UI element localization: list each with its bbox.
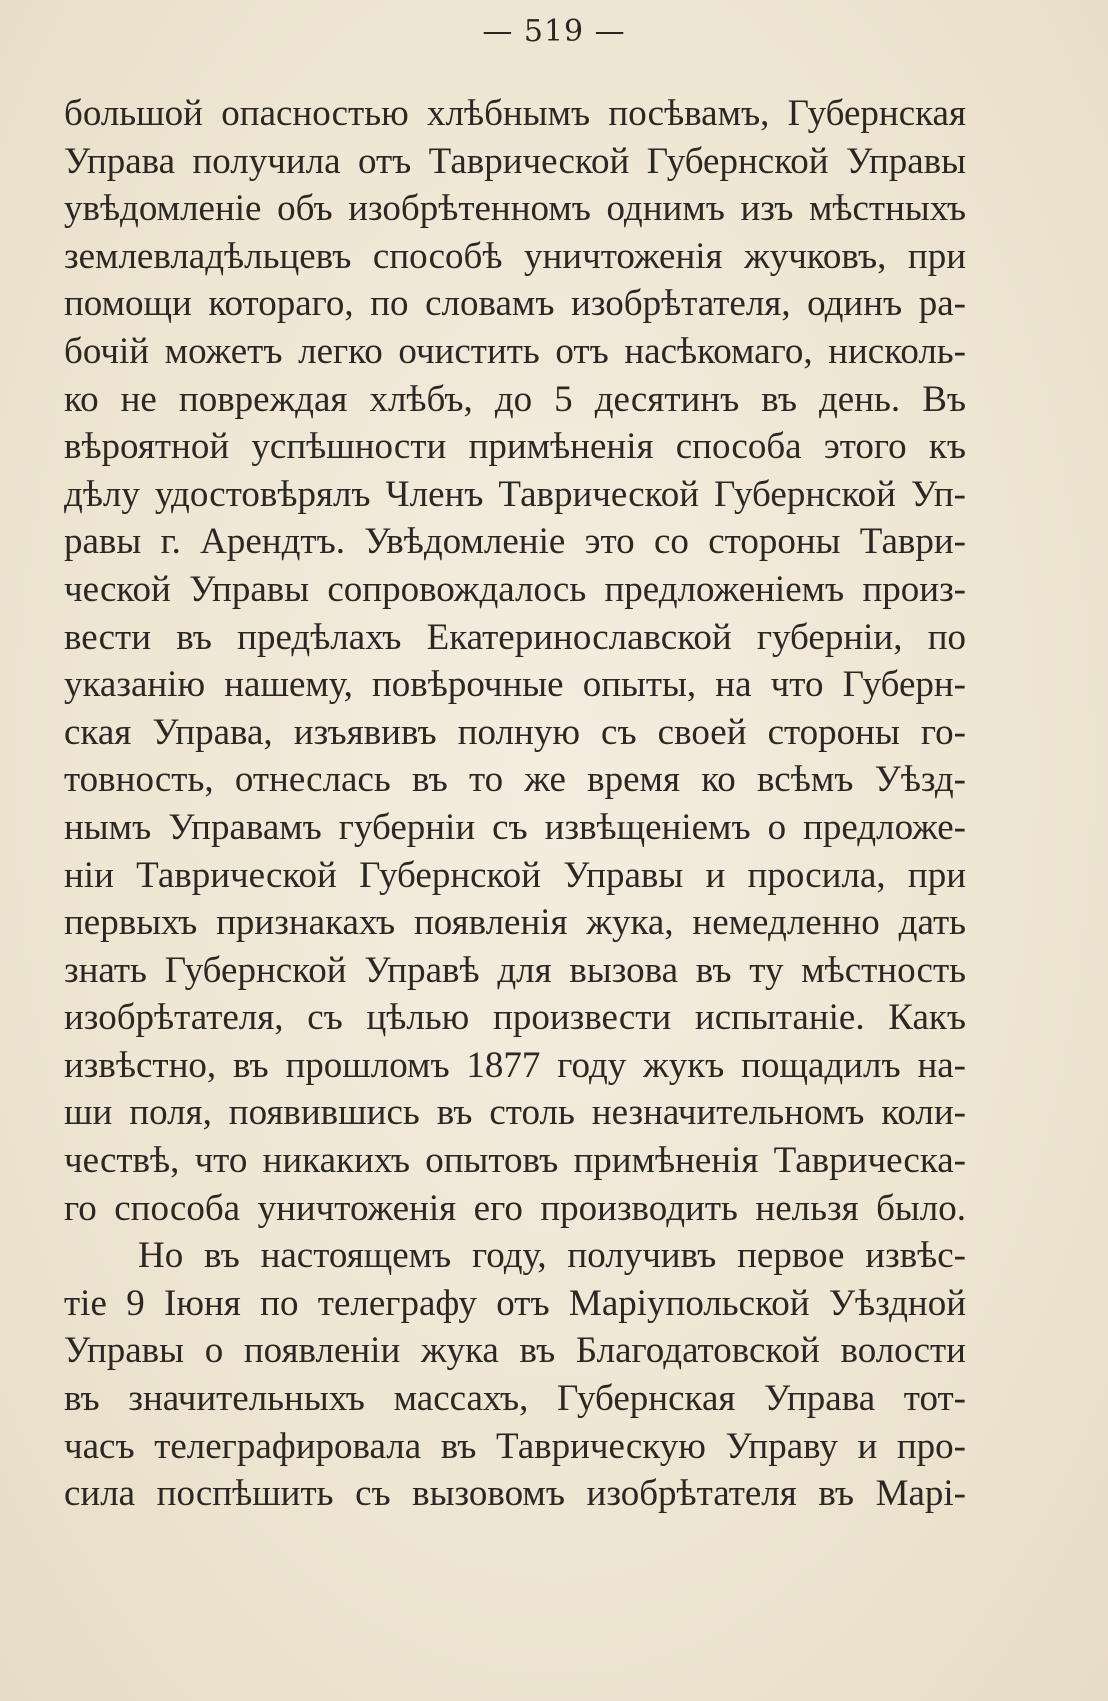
text-line: Управа получила отъ Таврической Губернской Управы <box>64 140 966 182</box>
text-line: Управы о появленіи жука въ Благодатовской волости <box>64 1330 966 1372</box>
text-line: го способа уничтоженія его производить нельзя было. <box>64 1187 966 1229</box>
text-line: землевладѣльцевъ способѣ уничтоженія жучковъ, при <box>64 235 966 277</box>
text-line: знать Губернской Управѣ для вызова въ ту мѣстность <box>64 949 966 991</box>
page-number: — 519 — <box>482 14 626 49</box>
text-line: въ значительныхъ массахъ, Губернская Управа тот- <box>64 1378 966 1420</box>
text-line: товность, отнеслась въ то же время ко всѣмъ Уѣзд- <box>64 759 966 801</box>
text-line: указанію нашему, повѣрочные опыты, на что Губерн- <box>64 664 966 706</box>
text-line: нымъ Управамъ губерніи съ извѣщеніемъ о предложе- <box>64 806 966 848</box>
text-line: увѣдомленіе объ изобрѣтенномъ однимъ изъ мѣстныхъ <box>64 188 966 230</box>
text-line: вѣроятной успѣшности примѣненія способа этого къ <box>64 426 966 468</box>
text-line: ко не повреждая хлѣбъ, до 5 десятинъ въ день. Въ <box>64 378 966 420</box>
text-line: дѣлу удостовѣрялъ Членъ Таврической Губернской Уп- <box>64 473 966 515</box>
text-line: ши поля, появившись въ столь незначительномъ коли- <box>64 1092 966 1134</box>
text-line: первыхъ признакахъ появленія жука, немедленно дать <box>64 902 966 944</box>
text-line: извѣстно, въ прошломъ 1877 году жукъ пощадилъ на- <box>64 1044 966 1086</box>
text-line: большой опасностью хлѣбнымъ посѣвамъ, Губернская <box>64 93 966 134</box>
text-line: ская Управа, изъявивъ полную съ своей стороны го- <box>64 711 966 753</box>
text-line: бочій можетъ легко очистить отъ насѣкомаго, нисколь- <box>64 330 966 372</box>
text-line: сила поспѣшить съ вызовомъ изобрѣтателя въ Марі- <box>64 1473 966 1515</box>
text-line: ческой Управы сопровождалось предложеніемъ произ- <box>64 568 966 610</box>
text-line: чествѣ, что никакихъ опытовъ примѣненія Таврическа- <box>64 1140 966 1182</box>
body-text <box>64 90 966 1518</box>
text-line: часъ телеграфировала въ Таврическую Управу и про- <box>64 1425 966 1467</box>
text-line: тіе 9 Іюня по телеграфу отъ Маріупольской Уѣздной <box>64 1282 966 1324</box>
text-line: изобрѣтателя, съ цѣлью произвести испытаніе. Какъ <box>64 997 966 1039</box>
text-line: помощи котораго, по словамъ изобрѣтателя, одинъ ра- <box>64 283 966 325</box>
paragraph-start-line: Но въ настоящемъ году, получивъ первое извѣс- <box>138 1235 966 1277</box>
text-line: вести въ предѣлахъ Екатеринославской губерніи, по <box>64 616 966 658</box>
text-line: ніи Таврической Губернской Управы и просила, при <box>64 854 966 896</box>
text-line: равы г. Арендтъ. Увѣдомленіе это со стороны Таври- <box>64 521 966 563</box>
